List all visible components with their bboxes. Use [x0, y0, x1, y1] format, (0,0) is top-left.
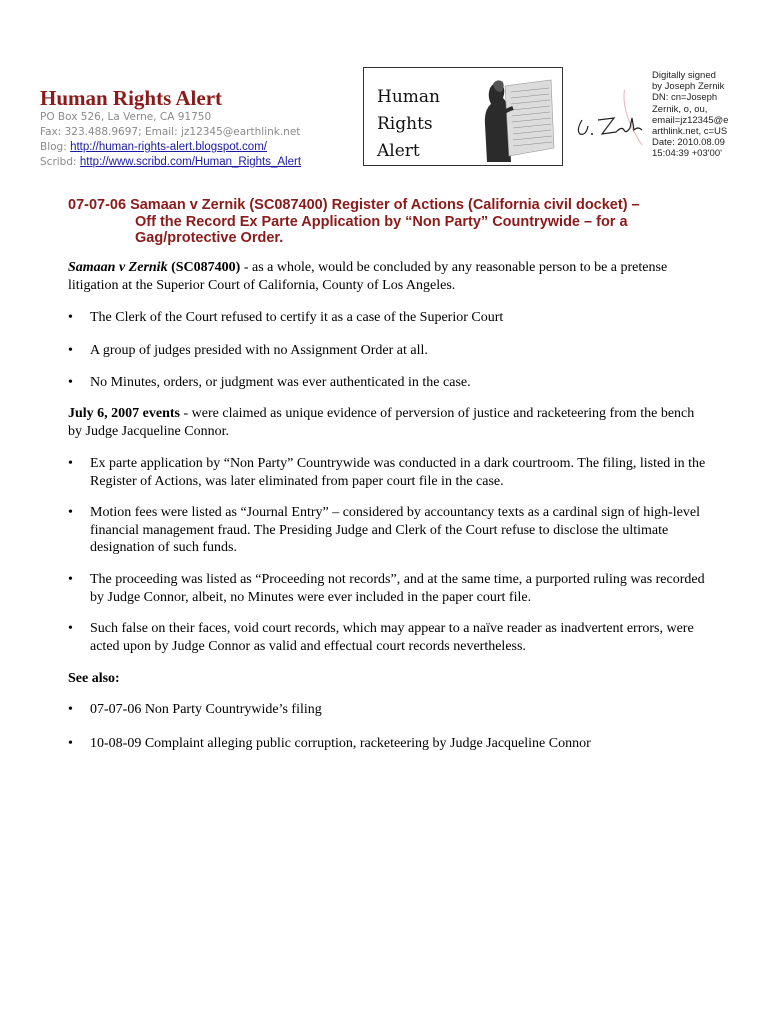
list-item-text: The Clerk of the Court refused to certify it as a case of the Superior Court [90, 310, 504, 325]
list-item-text: No Minutes, orders, or judgment was ever authenticated in the case. [90, 375, 471, 390]
title-line-3: Gag/protective Order. [135, 230, 284, 246]
list-item [68, 620, 708, 655]
list-item [68, 701, 708, 719]
signature-line: email=jz12345@e [652, 114, 729, 126]
blog-label: Blog: [40, 141, 67, 153]
case-number: (SC087400) [171, 260, 241, 275]
signature-text [652, 70, 762, 160]
list-item-text: Motion fees were listed as “Journal Entry” – considered by accountancy texts as a cardinal sign of high-level financial management fraud. The Presiding Judge and Clerk of the Court refuse to disclose the ultimate designation of such funds. [90, 505, 700, 555]
bullet-icon: • [68, 736, 73, 751]
list-item [68, 374, 708, 392]
list-item-text: A group of judges presided with no Assignment Order at all. [90, 343, 428, 358]
scribd-label: Scribd: [40, 156, 77, 168]
events-date: July 6, 2007 events [68, 406, 180, 421]
list-item [68, 735, 708, 753]
signature-line: Digitally signed [652, 70, 716, 81]
see-also-label: See also: [68, 671, 120, 686]
scribd-link[interactable]: http://www.scribd.com/Human_Rights_Alert [79, 156, 302, 168]
signature-line: DN: cn=Joseph [652, 92, 718, 104]
list-item-text: Such false on their faces, void court records, which may appear to a naïve reader as inadvertent errors, were acted upon by Judge Connor as valid and effectual court records nevertheless. [90, 621, 694, 654]
see-also-item: 07-07-06 Non Party Countrywide’s filing [90, 702, 322, 717]
bullet-icon: • [68, 375, 73, 390]
bullet-icon: • [68, 343, 73, 358]
signature-line: Zernik, o, ou, [652, 103, 708, 115]
intro-text: - as a whole, would be concluded by any reasonable person to be a pretense litigation at the Superior Court of California, County of Los Angeles. [68, 260, 668, 293]
bullet-icon: • [68, 310, 73, 325]
woman-with-declaration-image [457, 74, 557, 162]
logo-text [377, 84, 440, 165]
list-item-text: Ex parte application by “Non Party” Countrywide was conducted in a dark courtroom. The filing, listed in the Register of Actions, was later eliminated from paper court file in the case. [90, 456, 706, 489]
signature-line: Date: 2010.08.09 [652, 137, 725, 149]
bullet-icon: • [68, 572, 73, 587]
signature-line: 15:04:39 +03'00' [652, 148, 722, 160]
case-name: Samaan v Zernik [68, 260, 168, 275]
intro-paragraph [68, 259, 708, 294]
list-item [68, 342, 708, 360]
see-also-item: 10-08-09 Complaint alleging public corruption, racketeering by Judge Jacqueline Connor [90, 736, 591, 751]
events-text: - were claimed as unique evidence of perversion of justice and racketeering from the bench by Judge Jacqueline Connor. [68, 406, 695, 439]
document-title [68, 197, 688, 247]
list-item [68, 571, 708, 606]
fax-email-line: Fax: 323.488.9697; Email: jz12345@earthlink.net [40, 126, 301, 138]
blog-link[interactable]: http://human-rights-alert.blogspot.com/ [70, 141, 267, 153]
events-paragraph [68, 405, 708, 440]
logo-line-1: Human [377, 87, 440, 107]
address-line: PO Box 526, La Verne, CA 91750 [40, 111, 212, 123]
scribd-line [40, 155, 370, 170]
list-item [68, 504, 708, 557]
signature-line: arthlink.net, c=US [652, 126, 728, 138]
signature-line: by Joseph Zernik [652, 81, 725, 93]
signature-scribble-icon [572, 90, 662, 150]
title-line-1: 07-07-06 Samaan v Zernik (SC087400) Register of Actions (California civil docket) – [68, 197, 640, 213]
contact-info [40, 110, 370, 170]
title-line-2: Off the Record Ex Parte Application by “Non Party” Countrywide – for a [135, 213, 628, 230]
blog-line [40, 140, 370, 155]
bullet-icon: • [68, 505, 73, 520]
list-item-text: The proceeding was listed as “Proceeding not records”, and at the same time, a purported ruling was recorded by Judge Connor, albeit, no Minutes were ever included in the paper court file. [90, 572, 705, 605]
logo-line-3: Alert [377, 141, 420, 161]
list-item [68, 309, 708, 327]
list-item [68, 455, 708, 490]
digital-signature [572, 60, 762, 170]
bullet-icon: • [68, 456, 73, 471]
hra-logo [363, 67, 563, 166]
bullet-icon: • [68, 621, 73, 636]
logo-line-2: Rights [377, 114, 433, 134]
see-also-heading [68, 670, 708, 688]
organization-title: Human Rights Alert [40, 86, 223, 110]
bullet-icon: • [68, 702, 73, 717]
